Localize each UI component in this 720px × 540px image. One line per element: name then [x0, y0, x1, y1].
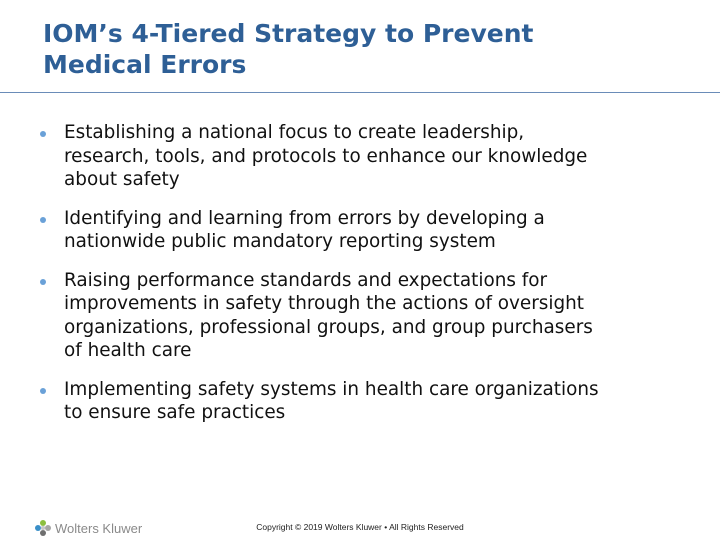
bullet-list	[40, 121, 710, 440]
bullet-line: organizations, professional groups, and group purchasers	[64, 316, 593, 338]
bullet-line: research, tools, and protocols to enhance our knowledge	[64, 145, 588, 167]
bullet-item	[40, 378, 710, 425]
bullet-line: Raising performance standards and expectations for	[64, 269, 548, 291]
bullet-line: Establishing a national focus to create leadership,	[64, 122, 525, 143]
wolters-kluwer-logo	[34, 518, 142, 538]
bullet-item	[40, 121, 710, 192]
bullet-item	[40, 207, 710, 254]
bullet-line: of health care	[64, 340, 192, 361]
slide-title-line: IOM’s 4-Tiered Strategy to Prevent	[43, 19, 534, 48]
slide-title	[43, 18, 683, 80]
bullet-item	[40, 269, 710, 363]
title-divider	[0, 92, 720, 93]
bullet-line: Implementing safety systems in health care organizations	[64, 378, 599, 400]
copyright-text: Copyright © 2019 Wolters Kluwer • All Rights Reserved	[256, 522, 464, 532]
bullet-dot-icon	[40, 388, 46, 394]
bullet-line: Identifying and learning from errors by developing a	[64, 207, 545, 229]
bullet-line: to ensure safe practices	[64, 402, 286, 423]
bullet-line: about safety	[64, 169, 180, 190]
bullet-dot-icon	[40, 131, 46, 137]
bullet-dot-icon	[40, 217, 46, 223]
bullet-line: improvements in safety through the actions of oversight	[64, 293, 585, 314]
bullet-dot-icon	[40, 279, 46, 285]
logo-text: Wolters Kluwer	[55, 520, 143, 536]
bullet-line: nationwide public mandatory reporting system	[64, 231, 496, 252]
wolters-kluwer-logo-icon	[34, 519, 52, 537]
slide-title-line: Medical Errors	[43, 50, 247, 79]
